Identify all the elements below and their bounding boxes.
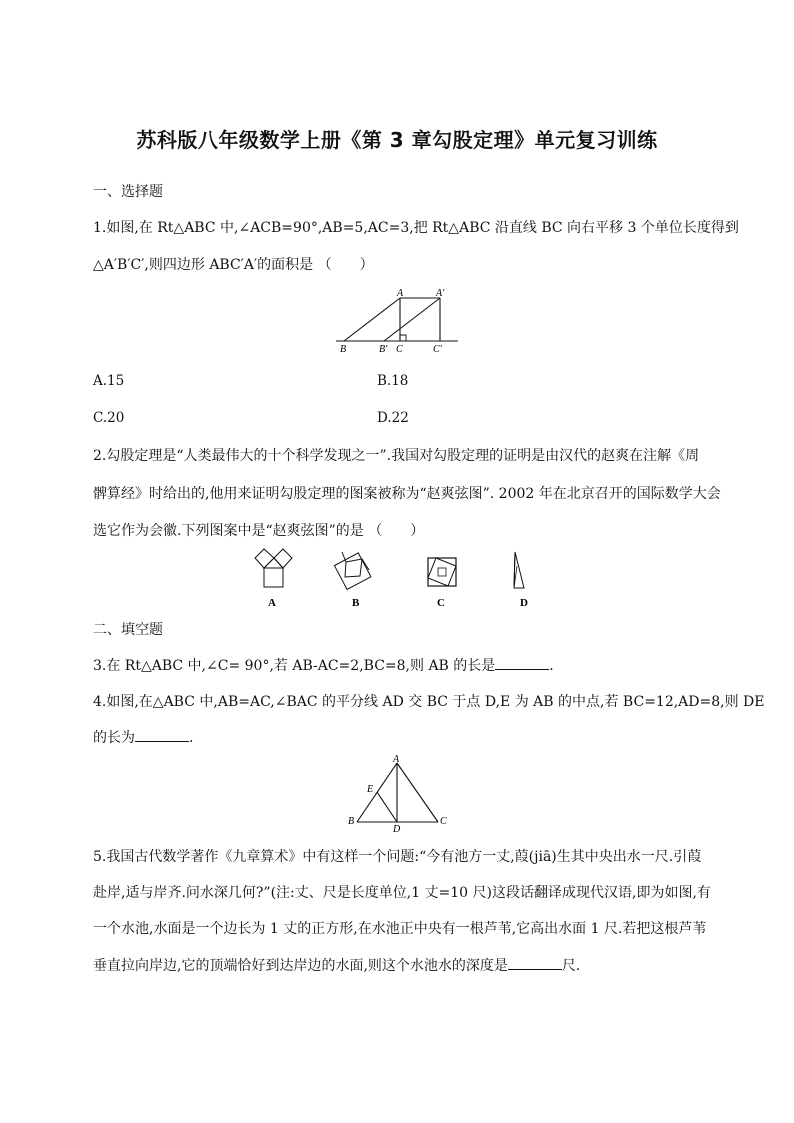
q3-line — [93, 655, 554, 675]
q4-line2 — [93, 727, 193, 747]
pattern-d-label: D — [520, 597, 528, 609]
label-b: B — [340, 344, 347, 355]
q1-option-c: C.20 — [93, 410, 125, 426]
q4-answer-blank[interactable] — [135, 729, 189, 742]
q1-option-a: A.15 — [93, 373, 125, 389]
label-c-prime: C′ — [433, 344, 442, 355]
pattern-c-icon — [428, 558, 456, 586]
pattern-a-icon — [255, 549, 292, 587]
label-a: A — [393, 754, 400, 765]
q1-line2: △A′B′C′,则四边形 ABC′A′的面积是 （ ） — [93, 257, 374, 273]
q2-line1: 2.勾股定理是“人类最伟大的十个科学发现之一”.我国对勾股定理的证明是由汉代的赵爽在注解《周 — [93, 448, 700, 464]
label-c: C — [440, 816, 447, 827]
q4-line2-text: 的长为 — [93, 730, 135, 746]
q5-line1: 5.我国古代数学著作《九章算术》中有这样一个问题:“今有池方一丈,葭(jiā)生其中央出水一尺.引葭 — [93, 849, 702, 865]
label-d: D — [393, 824, 401, 835]
q3-end: . — [549, 658, 554, 674]
pattern-b-label: B — [352, 597, 360, 609]
q3-answer-blank[interactable] — [495, 657, 549, 670]
q1-option-d: D.22 — [377, 410, 409, 426]
q3-text: 3.在 Rt△ABC 中,∠C= 90°,若 AB-AC=2,BC=8,则 AB 的长是 — [93, 658, 496, 674]
pattern-a-label: A — [268, 597, 276, 609]
q1-line1: 1.如图,在 Rt△ABC 中,∠ACB=90°,AB=5,AC=3,把 Rt△ABC 沿直线 BC 向右平移 3 个单位长度得到 — [93, 220, 739, 236]
q5-line3: 一个水池,水面是一个边长为 1 丈的正方形,在水池正中央有一根芦苇,它高出水面 1 尺.若把这根芦苇 — [93, 921, 707, 937]
page-title: 苏科版八年级数学上册《第 3 章勾股定理》单元复习训练 — [136, 128, 658, 152]
q5-answer-blank[interactable] — [508, 957, 562, 970]
q5-line4 — [93, 955, 580, 975]
section-heading-choice: 一、选择题 — [93, 184, 163, 200]
q4-end: . — [189, 730, 194, 746]
q2-line2: 髀算经》时给出的,他用来证明勾股定理的图案被称为“赵爽弦图”. 2002 年在北京召开的国际数学大会 — [93, 486, 721, 502]
pattern-c-label: C — [437, 597, 445, 609]
side-ac — [397, 763, 438, 822]
label-b-prime: B′ — [379, 344, 388, 355]
label-e: E — [367, 784, 374, 795]
q2-pattern-figures — [250, 546, 540, 610]
q5-end: 尺. — [561, 958, 581, 974]
label-a-prime: A′ — [436, 288, 445, 299]
q1-option-b: B.18 — [377, 373, 409, 389]
pattern-b-icon — [334, 552, 371, 589]
q4-line1: 4.如图,在△ABC 中,AB=AC,∠BAC 的平分线 AD 交 BC 于点 D,E 为 AB 的中点,若 BC=12,AD=8,则 DE — [93, 694, 765, 710]
label-c: C — [396, 344, 403, 355]
q1-translation-figure — [330, 284, 465, 356]
label-b: B — [348, 816, 355, 827]
segment-de — [377, 792, 397, 822]
label-a: A — [397, 288, 404, 299]
q5-line4-text: 垂直拉向岸边,它的顶端恰好到达岸边的水面,则这个水池水的深度是 — [93, 958, 508, 974]
pattern-d-icon — [514, 552, 524, 588]
q4-triangle-figure — [340, 752, 455, 836]
q5-line2: 赴岸,适与岸齐.问水深几何?”(注:丈、尺是长度单位,1 丈=10 尺)这段话翻译成现代汉语,即为如图,有 — [93, 885, 711, 901]
q2-line3: 选它作为会徽.下列图案中是“赵爽弦图”的是 （ ） — [93, 523, 425, 539]
right-angle-mark — [400, 335, 406, 341]
section-heading-fill: 二、填空题 — [93, 622, 163, 638]
